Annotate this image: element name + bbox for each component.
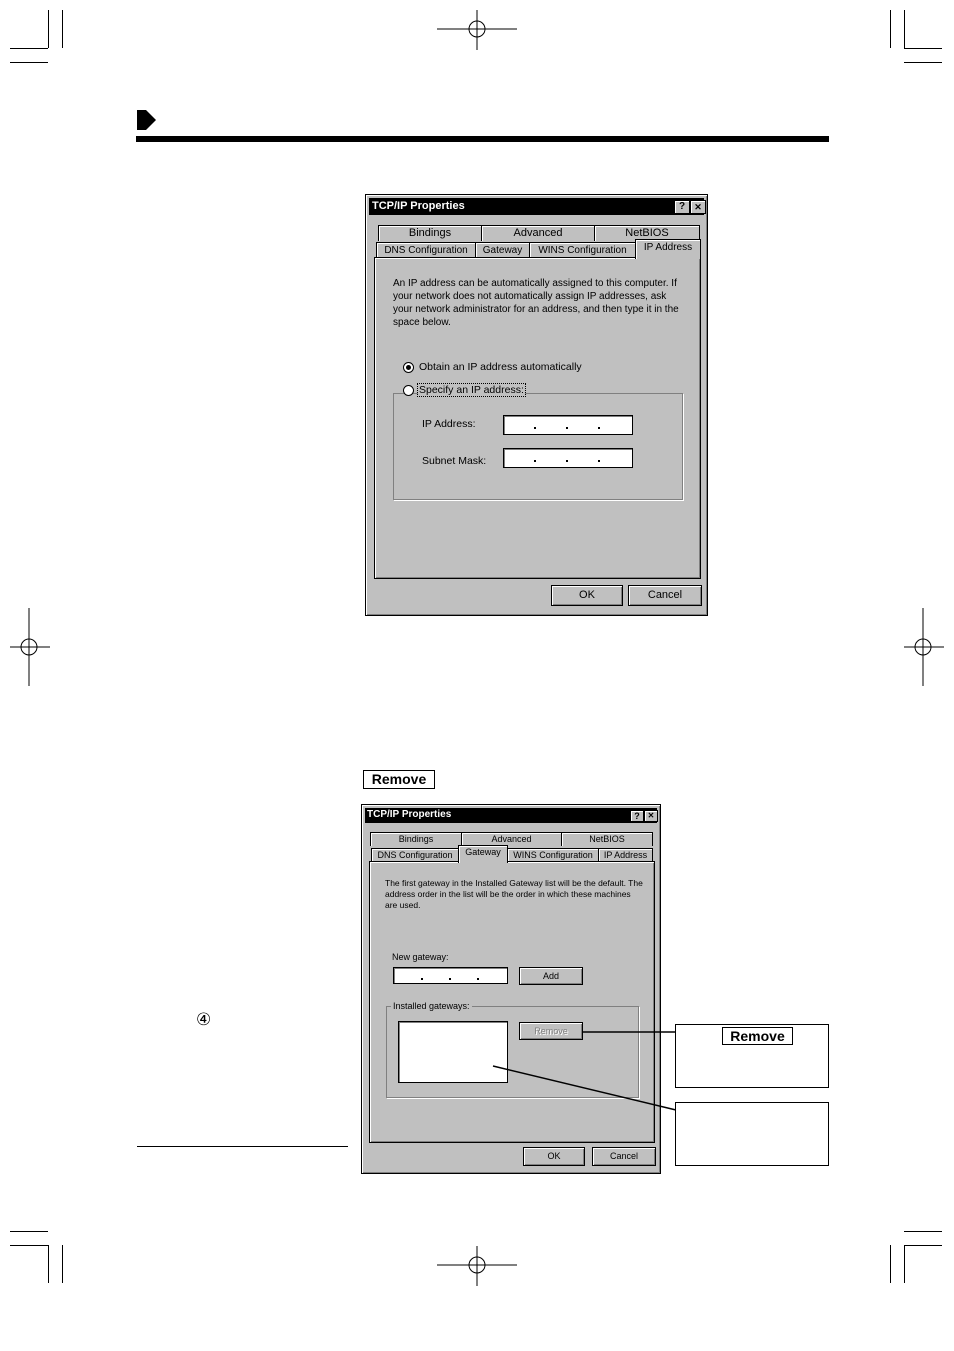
- tab-ip-address[interactable]: IP Address: [598, 848, 653, 862]
- close-button[interactable]: ✕: [644, 810, 658, 822]
- tab-ip-address[interactable]: IP Address: [635, 239, 701, 259]
- tab-wins-configuration[interactable]: WINS Configuration: [507, 848, 599, 862]
- footnote-rule: [137, 1146, 348, 1147]
- add-button[interactable]: Add: [519, 967, 583, 985]
- cancel-button[interactable]: Cancel: [628, 585, 702, 606]
- new-gateway-label: New gateway:: [392, 952, 449, 962]
- tab-advanced[interactable]: Advanced: [481, 225, 595, 241]
- tab-netbios[interactable]: NetBIOS: [561, 832, 653, 846]
- tab-gateway[interactable]: Gateway: [458, 845, 508, 863]
- step-marker: ④: [196, 1010, 212, 1030]
- tab-dns-configuration[interactable]: DNS Configuration: [371, 848, 459, 862]
- ok-button[interactable]: OK: [551, 585, 623, 606]
- subnet-mask-label: Subnet Mask:: [422, 455, 487, 467]
- ip-address-label: IP Address:: [422, 418, 476, 430]
- gateway-list-callout-box: [675, 1102, 829, 1166]
- remove-callout-label: Remove: [722, 1027, 793, 1045]
- help-button[interactable]: ?: [630, 810, 644, 822]
- tab-dns-configuration[interactable]: DNS Configuration: [376, 242, 476, 258]
- tab-bindings[interactable]: Bindings: [370, 832, 462, 846]
- tab-netbios[interactable]: NetBIOS: [594, 225, 700, 241]
- dialog-title: TCP/IP Properties: [372, 200, 465, 212]
- tab-gateway[interactable]: Gateway: [475, 242, 530, 258]
- remove-key-label: Remove: [363, 770, 435, 789]
- obtain-auto-label[interactable]: Obtain an IP address automatically: [419, 361, 582, 373]
- specify-ip-label[interactable]: Specify an IP address:: [419, 384, 524, 396]
- ok-button[interactable]: OK: [523, 1147, 585, 1166]
- remove-callout-box: [675, 1024, 829, 1088]
- gateway-description: The first gateway in the Installed Gateway list will be the default. The address order in the list will be the order in which these machines are used.: [385, 878, 643, 910]
- cancel-button[interactable]: Cancel: [592, 1147, 656, 1166]
- tab-bindings[interactable]: Bindings: [378, 225, 482, 241]
- tab-advanced[interactable]: Advanced: [461, 832, 562, 846]
- remove-button[interactable]: Remove: [519, 1022, 583, 1040]
- dialog-title: TCP/IP Properties: [367, 809, 452, 820]
- installed-gateways-label: Installed gateways:: [393, 1001, 470, 1011]
- close-button[interactable]: ✕: [690, 200, 706, 214]
- help-button[interactable]: ?: [674, 200, 690, 214]
- tab-wins-configuration[interactable]: WINS Configuration: [529, 242, 636, 258]
- ip-description: An IP address can be automatically assigned to this computer. If your network does not automatically assign IP addresses, ask your network administrator for an address, and then type it in the space below.: [393, 278, 679, 328]
